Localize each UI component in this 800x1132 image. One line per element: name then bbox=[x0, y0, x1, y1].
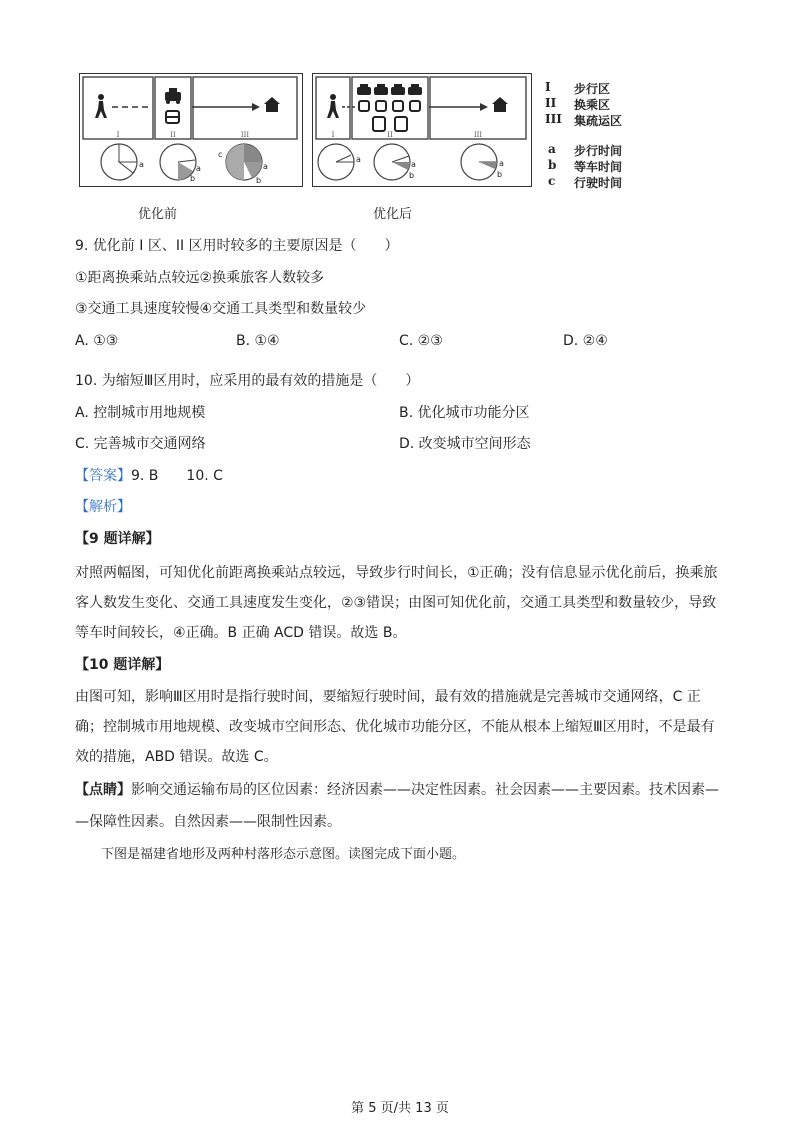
pie-label: a bbox=[411, 160, 416, 169]
point-line2: —保障性因素。自然因素——限制性因素。 bbox=[75, 814, 341, 830]
q10-detail-line: 效的措施，ABD 错误。故选 C。 bbox=[75, 749, 278, 765]
train-row-icons bbox=[373, 117, 407, 131]
taxi-row-icons bbox=[357, 84, 422, 95]
legend-text: 等车时间 bbox=[574, 160, 623, 174]
pie-label: b bbox=[409, 171, 415, 180]
svg-text:II: II bbox=[170, 131, 176, 139]
legend-key: a bbox=[548, 142, 556, 156]
legend-text: 行驶时间 bbox=[574, 176, 623, 190]
pie-label: b bbox=[190, 174, 196, 183]
q9-option-d: D. ②④ bbox=[563, 333, 608, 349]
q9-detail-line: 等车时间较长，④正确。B 正确 ACD 错误。故选 B。 bbox=[75, 625, 407, 641]
svg-text:III: III bbox=[240, 131, 250, 139]
next-section-intro: 下图是福建省地形及两种村落形态示意图。读图完成下面小题。 bbox=[101, 847, 466, 862]
drive-arrow-head bbox=[252, 103, 260, 111]
legend-text: 步行区 bbox=[574, 82, 611, 96]
analysis-label: 【解析】 bbox=[75, 499, 131, 515]
q10-detail-line: 由图可知，影响Ⅲ区用时是指行驶时间，要缩短行驶时间，最有效的措施就是完善城市交通网络，C 正 bbox=[75, 689, 701, 705]
point-line1 bbox=[75, 780, 719, 800]
legend-text: 集疏运区 bbox=[574, 114, 623, 128]
pie-label: c bbox=[218, 150, 223, 159]
q9-detail-line: 对照两幅图，可知优化前距离换乘站点较远，导致步行时间长，①正确；没有信息显示优化前后，换乘旅 bbox=[75, 565, 718, 581]
taxi-icon bbox=[165, 88, 181, 104]
zone-box-before-2 bbox=[155, 77, 191, 139]
pie-label: a bbox=[356, 155, 361, 164]
answer-line bbox=[75, 466, 223, 486]
pie-after-3 bbox=[461, 144, 497, 180]
bus-row-icons bbox=[359, 101, 420, 111]
legend-key: I bbox=[545, 80, 551, 94]
pie-label: a bbox=[196, 164, 201, 173]
q9-line1: ①距离换乘站点较远②换乘旅客人数较多 bbox=[75, 270, 325, 286]
caption-before: 优化前 bbox=[138, 207, 178, 222]
pie-label: b bbox=[256, 176, 262, 185]
caption-after: 优化后 bbox=[373, 207, 413, 222]
q10-option-b: B. 优化城市功能分区 bbox=[399, 405, 530, 421]
pie-label: a bbox=[263, 162, 268, 171]
legend-text: 步行时间 bbox=[574, 144, 623, 158]
legend-key: b bbox=[548, 158, 557, 172]
pie-label: a bbox=[139, 160, 144, 169]
q10-option-a: A. 控制城市用地规模 bbox=[75, 405, 206, 421]
zone-box-before-3 bbox=[193, 77, 297, 139]
point-label: 【点睛】 bbox=[75, 782, 131, 798]
legend-key: II bbox=[545, 96, 557, 110]
figure-drawing bbox=[0, 0, 800, 230]
svg-text:II: II bbox=[387, 131, 393, 139]
pie-label: b bbox=[497, 170, 503, 179]
point-text: 影响交通运输布局的区位因素：经济因素——决定性因素。社会因素——主要因素。技术因素— bbox=[131, 782, 719, 798]
pie-label: a bbox=[499, 159, 504, 168]
legend-key: c bbox=[548, 174, 556, 188]
legend-text: 换乘区 bbox=[574, 98, 611, 112]
q10-stem: 10. 为缩短Ⅲ区用时，应采用的最有效的措施是（ ） bbox=[75, 373, 420, 389]
bus-icon bbox=[166, 111, 179, 123]
pie-before-1 bbox=[101, 144, 137, 180]
page-number: 第 5 页/共 13 页 bbox=[351, 1101, 449, 1116]
q9-option-c: C. ②③ bbox=[399, 333, 443, 349]
q9-line2: ③交通工具速度较慢④交通工具类型和数量较少 bbox=[75, 301, 367, 317]
pie-after-2 bbox=[374, 144, 410, 180]
q10-option-d: D. 改变城市空间形态 bbox=[399, 436, 531, 452]
answer-text: 9. B 10. C bbox=[131, 468, 223, 484]
q10-detail-title: 【10 题详解】 bbox=[75, 657, 170, 673]
q9-detail-title: 【9 题详解】 bbox=[75, 531, 160, 547]
q9-stem: 9. 优化前 I 区、II 区用时较多的主要原因是（ ） bbox=[75, 238, 399, 254]
svg-text:I: I bbox=[331, 131, 335, 139]
walker-icon-after bbox=[327, 94, 339, 118]
pie-after-1 bbox=[318, 144, 354, 180]
svg-text:I: I bbox=[116, 131, 120, 139]
pie-before-3 bbox=[226, 144, 262, 180]
q10-detail-line: 确；控制城市用地规模、改变城市空间形态、优化城市功能分区，不能从根本上缩短Ⅲ区用时，不是最有 bbox=[75, 719, 715, 735]
zone-box-after-3 bbox=[430, 77, 526, 139]
home-icon bbox=[264, 97, 280, 112]
legend-key: III bbox=[545, 112, 562, 126]
q9-detail-line: 客人数发生变化、交通工具速度发生变化，②③错误；由图可知优化前，交通工具类型和数量较少，导致 bbox=[75, 595, 717, 611]
walker-icon bbox=[95, 94, 107, 118]
home-icon-after bbox=[492, 97, 508, 112]
svg-text:III: III bbox=[473, 131, 483, 139]
answer-label: 【答案】 bbox=[75, 468, 131, 484]
zone-box-before-1 bbox=[83, 77, 153, 139]
q9-option-b: B. ①④ bbox=[236, 333, 280, 349]
q9-option-a: A. ①③ bbox=[75, 333, 119, 349]
q10-option-c: C. 完善城市交通网络 bbox=[75, 436, 206, 452]
